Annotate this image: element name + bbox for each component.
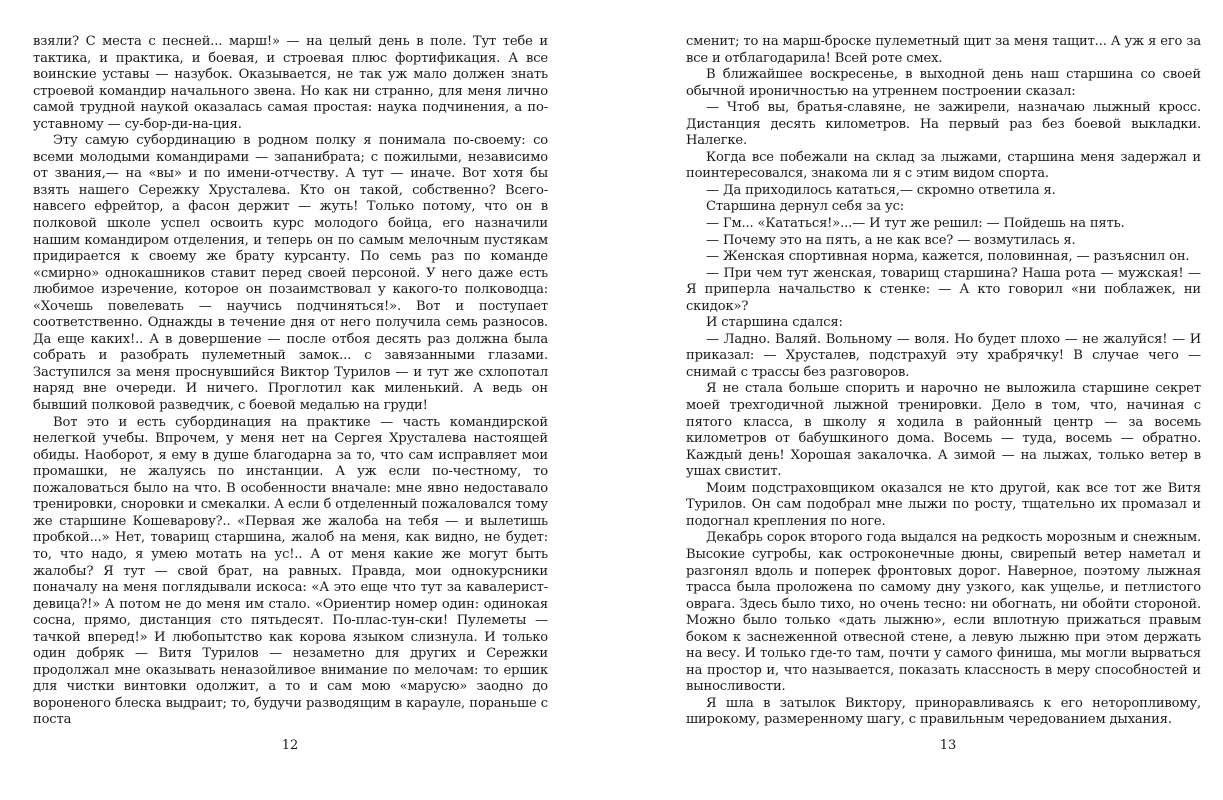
page-number: 12 <box>281 738 299 753</box>
right-page <box>686 34 1201 758</box>
paragraph: сменит; то на марш-броске пулеметный щит за меня тащит... А уж я его за все и отблагодарила! Всей роте смех. <box>686 34 1201 66</box>
paragraph: — Да приходилось кататься,— скромно ответила я. <box>706 182 1056 198</box>
paragraph: Декабрь сорок второго года выдался на редкость морозным и снежным. Высокие сугробы, как остроконечные дюны, свирепый ветер наметал и разгонял вдоль и поперек фронтовых дорог. Наверное, поэтому лыжная трасса была проложена по самому дну узкого, как ущелье, и петлистого оврага. Здесь было тихо, но очень тесно: ни обогнать, ни обойти стороной. Можно было только «дать лыжню», если вплотную прижаться правым боком к заснеженной отвесной стене, а левую лыжню при этом держать на весу. И только где-то там, почти у самого финиша, мы могли вырваться на простор и, что называется, показать классность в меру способностей и выносливости. <box>686 530 1201 695</box>
paragraph: — Чтоб вы, братья-славяне, не зажирели, назначаю лыжный кросс. Дистанция десять километров. На первый раз без боевой выкладки. Налегке. <box>686 100 1201 149</box>
paragraph: И старшина сдался: <box>706 315 843 331</box>
paragraph: Я шла в затылок Виктору, приноравливаясь к его неторопливому, широкому, размеренному шагу, с правильным чередованием дыхания. <box>686 695 1201 728</box>
paragraph: — Гм... «Кататься!»...— И тут же решил: — Пойдешь на пять. <box>706 216 1125 232</box>
paragraph: Вот это и есть субординация на практике — часть командирской нелегкой учебы. Впрочем, у меня нет на Сергея Хрусталева настоящей обиды. Наоборот, я ему в душе благодарна за то, что сам исправляет мои промашки, не жалуясь по инстанции. А уж если по-честному, то пожаловаться было на что. В особенности вначале: мне явно недоставало тренировки, сноровки и смекалки. А если б отделенный пожаловался тому же старшине Кошеварову?.. «Первая же жалоба на тебя — и вылетишь пробкой...» Нет, товарищ старшина, жалоб на меня, как видно, не будет: то, что надо, я умею мотать на ус!.. А от меня какие же могут быть жалобы? Я тут — свой брат, на равных. Правда, мои однокурсники поначалу на меня поглядывали искоса: «А это еще что тут за кавалерист-девица?!» А потом не до меня им стало. «Ориентир номер один: одинокая сосна, прямо, дистанция сто пятьдесят. По-плас-тун-ски! Пулеметы — тачкой вперед!» И любопытство как корова языком слизнула. И только один добряк — Витя Турилов — незаметно для других и Сережки продолжал мне оказывать неназойливое внимание по мелочам: то ершик для чистки винтовки одолжит, а то и сам мою «марусю» заодно до вороненого блеска выдраит; то, будучи разводящим в карауле, пораньше с поста <box>33 414 548 728</box>
page-number: 13 <box>939 738 957 753</box>
paragraph: — Почему это на пять, а не как все? — возмутилась я. <box>706 232 1076 248</box>
paragraph: — При чем тут женская, товарищ старшина? Наша рота — мужская! — Я приперла начальство к стенке: — А кто говорил «ни поблажек, ни скидок»? <box>686 265 1201 314</box>
paragraph: Моим подстраховщиком оказался не кто другой, как все тот же Витя Турилов. Он сам подобрал мне лыжи по росту, тщательно их промазал и подогнал крепления по ноге. <box>686 480 1201 529</box>
paragraph: — Ладно. Валяй. Вольному — воля. Но будет плохо — не жалуйся! — И приказал: — Хрусталев, подстрахуй эту храбрячку! В случае чего — снимай с трассы без разговоров. <box>686 331 1201 380</box>
paragraph: Когда все побежали на склад за лыжами, старшина меня задержал и поинтересовался, знакома ли я с этим видом спорта. <box>686 149 1201 182</box>
left-page <box>33 34 548 758</box>
paragraph: — Женская спортивная норма, кажется, половинная, — разъяснил он. <box>706 249 1190 265</box>
paragraph: взяли? С места с песней... марш!» — на целый день в поле. Тут тебе и тактика, и практика, и боевая, и строевая плюс фортификация. А все воинские уставы — назубок. Оказывается, не так уж мало должен знать строевой командир начального звена. Но как ни странно, для меня лично самой трудной наукой оказалась самая простая: наука подчинения, а по-уставному — су-бор-ди-на-ция. <box>33 34 548 132</box>
paragraph: Эту самую субординацию в родном полку я понимала по-своему: со всеми молодыми командирами — запанибрата; с пожилыми, независимо от звания,— на «вы» и по имени-отчеству. А тут — иначе. Вот хотя бы взять нашего Сережку Хрусталева. Кто он такой, собственно? Всего-навсего ефрейтор, а фасон держит — жуть! Только потому, что он в полковой школе успел освоить курс молодого бойца, его назначили нашим командиром отделения, и теперь он по самым мелочным пустякам придирается к своему же брату курсанту. По семь раз по команде «смирно» однокашников ставит перед своей персоной. У него даже есть любимое изречение, которое он позаимствовал у какого-то полководца: «Хочешь повелевать — научись подчиняться!». Вот и поступает соответственно. Однажды в течение дня от него получила семь разносов. Да еще каких!.. А в довершение — после отбоя десять раз должна была собрать и разобрать пулеметный замок... с завязанными глазами. Заступился за меня проснувшийся Виктор Турилов — и тут же схлопотал наряд вне очереди. И ничего. Проглотил как миленький. А ведь он бывший полковой разведчик, с боевой медалью на груди! <box>33 133 548 414</box>
paragraph: В ближайшее воскресенье, в выходной день наш старшина со своей обычной ироничностью на утреннем построении сказал: <box>686 67 1201 99</box>
gutter <box>611 0 612 800</box>
paragraph: Старшина дернул себя за ус: <box>706 199 905 215</box>
paragraph: Я не стала больше спорить и нарочно не выложила старшине секрет моей трехгодичной лыжной тренировки. Дело в том, что, начиная с пятого класса, в школу я ходила в районный центр — за восемь километров от бабушкиного дома. Восемь — туда, восемь — обратно. Каждый день! Хорошая закалочка. А зимой — на лыжах, только ветер в ушах свистит. <box>686 381 1201 480</box>
